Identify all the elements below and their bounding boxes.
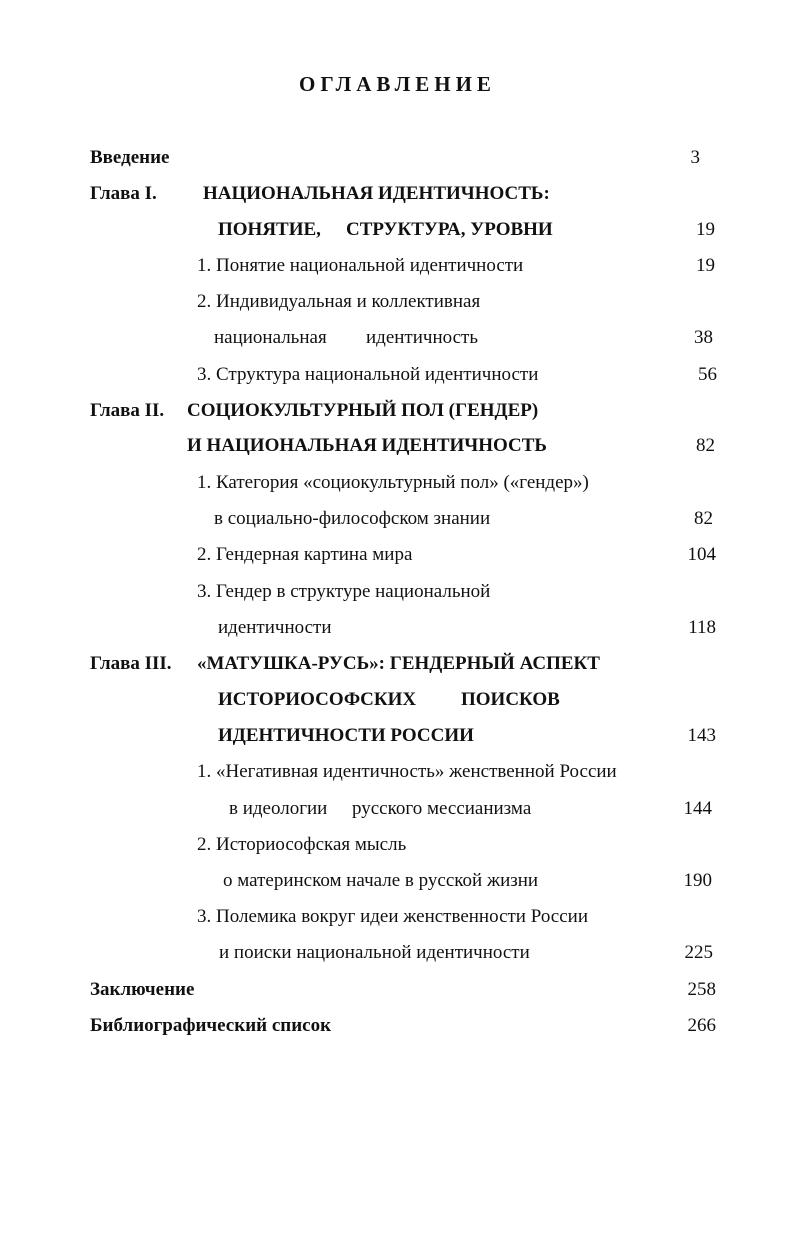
ch3-page: 143 [687,725,716,746]
ch1-section2-line1: 2. Индивидуальная и коллективная [197,291,481,312]
ch1-label: Глава I. [90,183,157,204]
ch1-page: 19 [696,219,715,240]
ch2-section2-page: 104 [687,544,716,565]
ch1-heading-line1: НАЦИОНАЛЬНАЯ ИДЕНТИЧНОСТЬ: [203,183,550,204]
ch2-label: Глава II. [90,400,165,421]
ch3-section1-line2a: в идеологии [229,798,328,819]
ch3-section2-line1: 2. Историософская мысль [197,834,407,855]
ch1-section1: 1. Понятие национальной идентичности [197,255,524,276]
ch2-heading-line1: СОЦИОКУЛЬТУРНЫЙ ПОЛ (ГЕНДЕР) [187,400,539,421]
ch1-section2-page: 38 [694,327,713,348]
bibliography-page: 266 [687,1015,716,1036]
ch2-section3-line1: 3. Гендер в структуре национальной [197,581,491,602]
conclusion-page: 258 [687,979,716,1000]
ch1-section3: 3. Структура национальной идентичности [197,364,539,385]
toc-title: ОГЛАВЛЕНИЕ [299,72,496,96]
ch3-section3-line1: 3. Полемика вокруг идеи женственности России [197,906,588,927]
ch2-page: 82 [696,435,715,456]
ch3-heading-line2a: ИСТОРИОСОФСКИХ [218,689,417,710]
ch3-label: Глава III. [90,653,172,674]
ch3-heading-line3: ИДЕНТИЧНОСТИ РОССИИ [218,725,474,746]
ch1-section3-page: 56 [698,364,717,385]
conclusion-label: Заключение [90,979,195,1000]
intro-page: 3 [690,147,700,168]
bibliography-label: Библиографический список [90,1015,332,1036]
ch3-heading-line1: «МАТУШКА-РУСЬ»: ГЕНДЕРНЫЙ АСПЕКТ [197,653,600,674]
ch3-section2-line2: о материнском начале в русской жизни [223,870,539,891]
ch2-section3-page: 118 [688,617,716,638]
ch3-heading-line2b: ПОИСКОВ [461,689,560,710]
ch2-heading-line2: И НАЦИОНАЛЬНАЯ ИДЕНТИЧНОСТЬ [187,435,547,456]
ch3-section1-line1: 1. «Негативная идентичность» женственной России [197,761,617,782]
ch1-heading-line2b: СТРУКТУРА, УРОВНИ [346,219,553,240]
ch3-section1-line2b: русского мессианизма [352,798,532,819]
ch2-section1-line2: в социально-философском знании [214,508,491,529]
ch2-section3-line2: идентичности [218,617,332,638]
ch3-section1-page: 144 [683,798,712,819]
ch3-section3-page: 225 [684,942,713,963]
intro-label: Введение [90,147,170,168]
ch2-section1-line1: 1. Категория «социокультурный пол» («гендер») [197,472,589,493]
ch3-section2-page: 190 [683,870,712,891]
ch2-section2: 2. Гендерная картина мира [197,544,413,565]
ch1-section1-page: 19 [696,255,715,276]
ch1-section2-line2b: идентичность [366,327,479,348]
ch1-section2-line2a: национальная [214,327,327,348]
ch2-section1-page: 82 [694,508,713,529]
ch3-section3-line2: и поиски национальной идентичности [219,942,530,963]
ch1-heading-line2a: ПОНЯТИЕ, [218,219,321,240]
